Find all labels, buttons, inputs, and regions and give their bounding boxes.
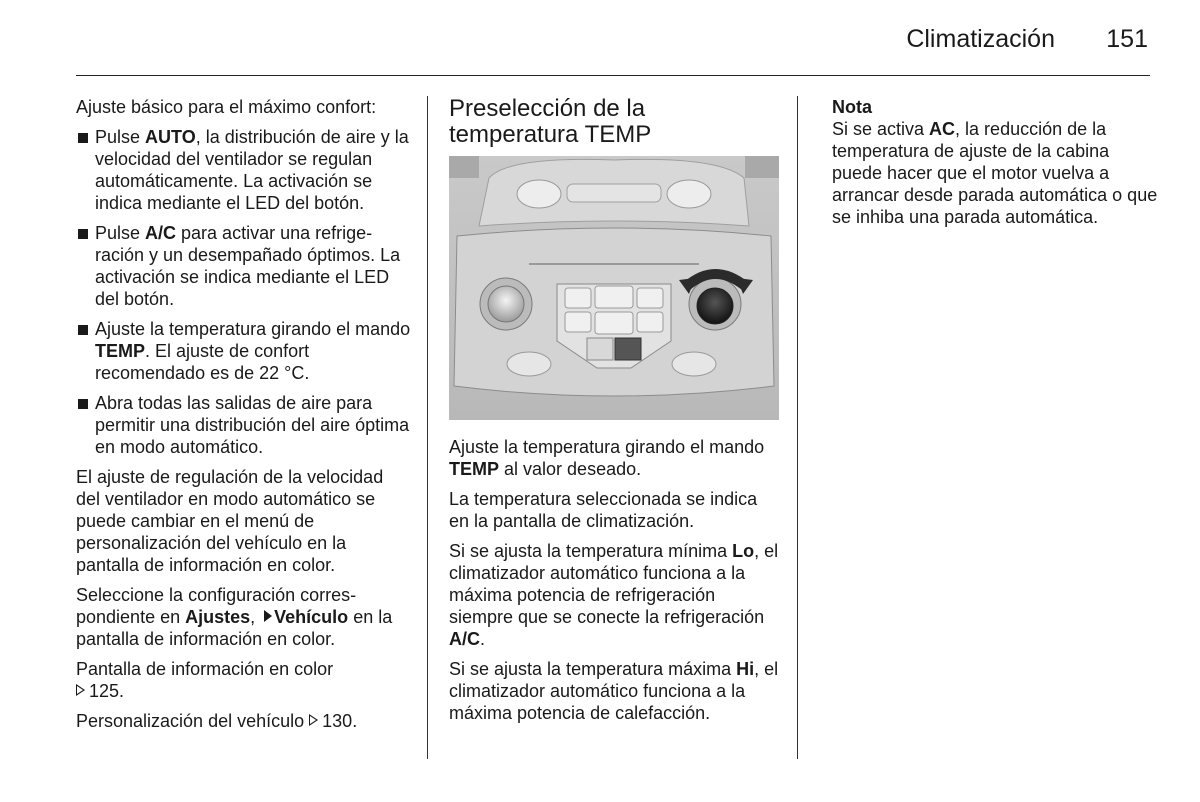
basic-settings-list — [76, 126, 412, 458]
menu-arrow-icon — [264, 610, 272, 622]
page-header — [0, 0, 1200, 78]
column-divider-left — [427, 96, 428, 759]
column-divider-right — [797, 96, 798, 759]
paragraph: Si se ajusta la temperatura mínima Lo, el climatizador automático funciona a la máxima potencia de refrigeración siempre que se conecte la refrigeración A/C. — [449, 541, 779, 649]
note-text: Si se activa AC, la reducción de la temperatura de ajuste de la cabina puede hacer que el motor vuelva a arrancar desde parada automática o que se inhiba una parada automática. — [832, 119, 1158, 227]
cross-reference-icon — [76, 684, 85, 696]
climate-control-panel-figure — [449, 156, 779, 420]
paragraph: Si se ajusta la temperatura máxima Hi, el climatizador automático funciona a la máxima potencia de calefacción. — [449, 659, 779, 723]
list-item: Abra todas las salidas de aire para permitir una distribución del aire óptima en modo automático. — [76, 392, 412, 458]
list-item: Pulse AUTO, la distribución de aire y la velocidad del ventilador se regulan automáticamente. La activación se indica mediante el LED del botón. — [76, 126, 412, 214]
column-1 — [76, 96, 412, 740]
page-number: 151 — [1106, 25, 1148, 53]
paragraph: La temperatura seleccionada se indica en la pantalla de climatización. — [449, 489, 758, 531]
column-3 — [832, 96, 1162, 236]
list-item: Ajuste la temperatura girando el mando TEMP. El ajuste de confort recomendado es de 22 °C. — [76, 318, 412, 384]
column-2 — [449, 96, 779, 732]
intro-text: Ajuste básico para el máximo confort: — [76, 97, 377, 117]
cross-reference-icon — [309, 714, 318, 726]
list-item: Pulse A/C para activar una refrigeración y un desempañado óptimos. La activación se indica mediante el LED del botón. — [76, 222, 412, 310]
bullet-square-icon — [78, 133, 88, 143]
bullet-square-icon — [78, 399, 88, 409]
paragraph: El ajuste de regulación de la velocidad del ventilador en modo automático se puede cambiar en el menú de personalización del vehículo en la pantalla de información en color. — [76, 467, 384, 575]
header-rule — [76, 75, 1150, 76]
section-title: Preselección de la temperatura TEMP — [449, 95, 652, 148]
bullet-square-icon — [78, 325, 88, 335]
page-reference[interactable]: 130. — [322, 711, 358, 731]
page-reference[interactable]: 125. — [89, 681, 125, 701]
paragraph: Personalización del vehículo 130. — [76, 711, 358, 731]
bullet-square-icon — [78, 229, 88, 239]
paragraph: Ajuste la temperatura girando el mando TEMP al valor deseado. — [449, 437, 765, 479]
note-title: Nota — [832, 97, 872, 117]
chapter-title: Climatización — [906, 25, 1055, 53]
paragraph: Seleccione la configuración correspondiente en Ajustes, Vehículo en la pantalla de información en color. — [76, 585, 393, 649]
paragraph: Pantalla de información en color 125. — [76, 659, 334, 701]
